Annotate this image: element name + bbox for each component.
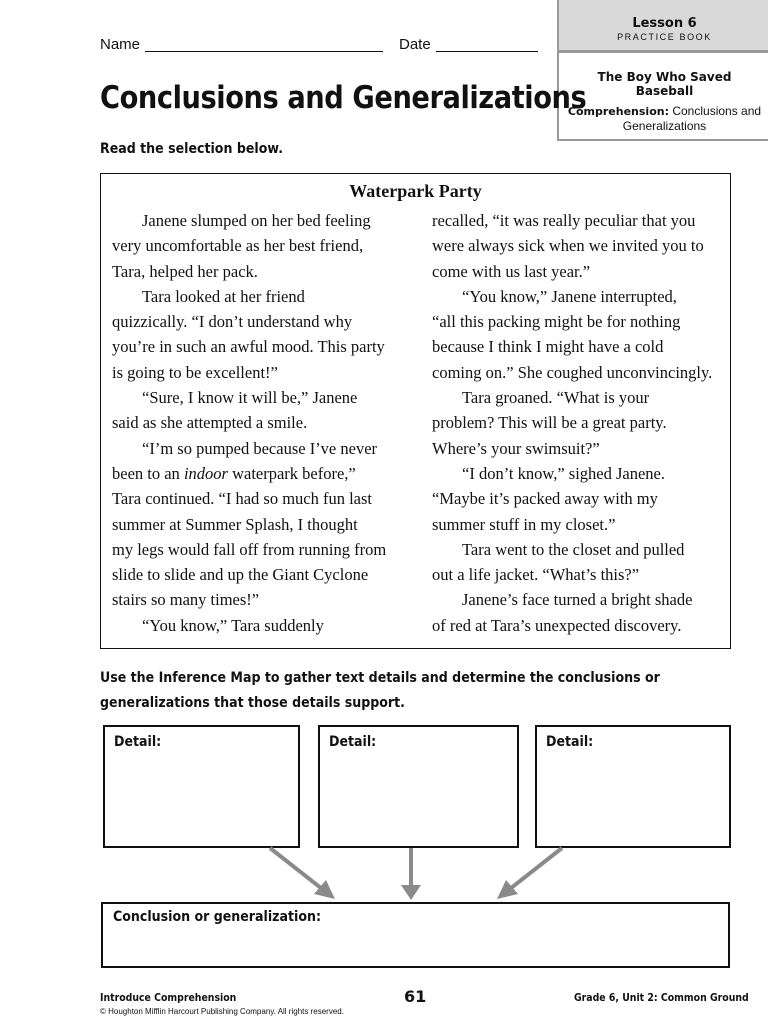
passage-line: because I think I might have a cold xyxy=(432,337,664,357)
passage-line: you’re in such an awful mood. This party xyxy=(112,337,385,357)
detail-label: Detail: xyxy=(114,734,162,750)
passage-line: come with us last year.” xyxy=(432,261,591,281)
conclusion-label: Conclusion or generalization: xyxy=(113,909,321,925)
passage-text: been to an xyxy=(112,463,184,483)
passage-line: Tara looked at her friend xyxy=(142,286,305,306)
arrow-left xyxy=(270,848,326,892)
passage-line: very uncomfortable as her best friend, xyxy=(112,236,364,256)
passage-line: summer stuff in my closet.” xyxy=(432,514,616,534)
practice-book-label: PRACTICE BOOK xyxy=(617,32,712,42)
passage-line: “I don’t know,” sighed Janene. xyxy=(462,463,665,483)
passage-line: of red at Tara’s unexpected discovery. xyxy=(432,615,682,635)
passage-line: “You know,” Janene interrupted, xyxy=(462,286,677,306)
passage-text: waterpark before,” xyxy=(227,463,356,483)
passage-line: Tara went to the closet and pulled xyxy=(462,539,685,559)
passage-title: Waterpark Party xyxy=(349,181,482,201)
passage-line: problem? This will be a great party. xyxy=(432,413,667,433)
passage-line: Tara groaned. “What is your xyxy=(462,388,650,408)
passage-line: were always sick when we invited you to xyxy=(432,236,704,256)
passage-line: “Maybe it’s packed away with my xyxy=(432,489,658,509)
passage-line: Tara continued. “I had so much fun last xyxy=(112,489,373,509)
passage-line: slide to slide and up the Giant Cyclone xyxy=(112,565,369,585)
passage-line: “Sure, I know it will be,” Janene xyxy=(142,388,358,408)
arrowhead-center xyxy=(401,885,421,900)
passage-line: “You know,” Tara suddenly xyxy=(142,615,324,635)
name-label: Name xyxy=(100,36,141,53)
passage-line: quizzically. “I don’t understand why xyxy=(112,312,353,332)
conclusion-box[interactable] xyxy=(101,902,730,968)
passage-line: my legs would fall off from running from xyxy=(112,539,387,559)
page-title: Conclusions and Generalizations xyxy=(100,80,587,116)
passage-line: Janene’s face turned a bright shade xyxy=(462,590,693,610)
detail-label: Detail: xyxy=(329,734,377,750)
inference-instruction: Use the Inference Map to gather text details and determine the conclusions or generalizations that those details support. xyxy=(100,670,660,711)
lesson-number: Lesson 6 xyxy=(632,16,697,31)
detail-label: Detail: xyxy=(546,734,594,750)
passage-line: Tara, helped her pack. xyxy=(112,261,258,281)
passage-line: is going to be excellent!” xyxy=(112,362,278,382)
story-title: The Boy Who Saved Baseball xyxy=(597,70,732,98)
passage-line: stairs so many times!” xyxy=(112,590,260,610)
footer-section-label: Introduce Comprehension xyxy=(100,991,237,1004)
skill-text: Conclusions and Generalizations xyxy=(622,104,762,133)
page-number: 61 xyxy=(404,987,427,1006)
passage-line: coming on.” She coughed unconvincingly. xyxy=(432,362,713,382)
skill-label: Comprehension: xyxy=(567,105,669,118)
arrow-right xyxy=(506,848,562,892)
passage-line: “I’m so pumped because I’ve never xyxy=(142,438,378,458)
copyright-notice: © Houghton Mifflin Harcourt Publishing Company. All rights reserved. xyxy=(100,1007,344,1016)
passage-line: “all this packing might be for nothing xyxy=(432,312,681,332)
passage-line: recalled, “it was really peculiar that you xyxy=(432,211,696,230)
passage-emphasis: indoor xyxy=(183,463,228,483)
passage-line: Janene slumped on her bed feeling xyxy=(142,211,371,230)
date-label: Date xyxy=(399,36,431,53)
read-instruction: Read the selection below. xyxy=(100,141,283,157)
footer-unit-label: Grade 6, Unit 2: Common Ground xyxy=(574,991,749,1004)
passage-line: Where’s your swimsuit?” xyxy=(432,438,600,458)
passage-line: out a life jacket. “What’s this?” xyxy=(432,565,640,585)
passage-line: said as she attempted a smile. xyxy=(112,413,308,433)
passage-line: summer at Summer Splash, I thought xyxy=(112,514,358,534)
